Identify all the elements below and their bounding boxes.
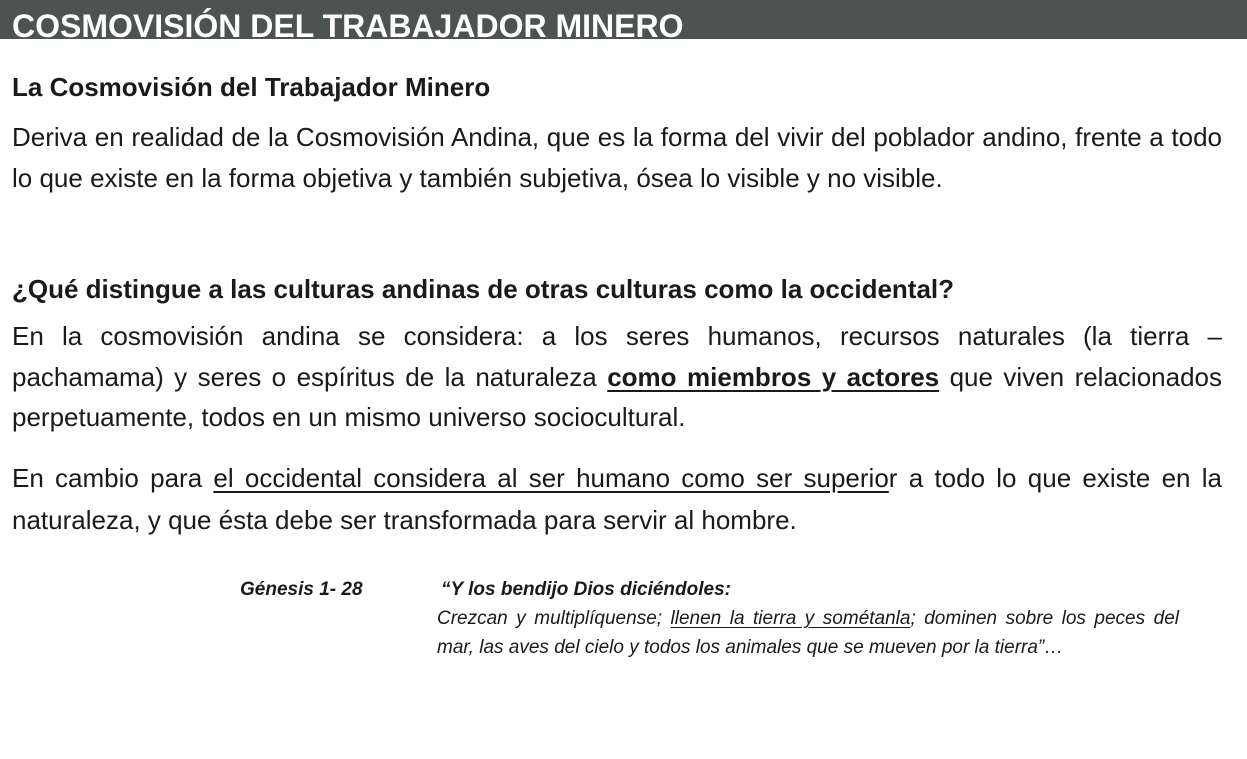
quote-text-end: ; dominen sobre los peces del mar, las aves del cielo y todos los animales que se mueven por la tierra”… <box>437 608 1179 658</box>
quote-reference: Génesis 1- 28 <box>240 579 363 600</box>
western-text-end: r a todo lo que existe en la naturaleza, y que ésta debe ser transformada para servir al hombre. <box>12 463 1222 535</box>
andean-text-end: que viven relacionados perpetuamente, todos en un mismo universo sociocultural. <box>12 361 1222 432</box>
underlined-western-view: el occidental considera al ser humano como ser superio <box>213 463 889 493</box>
andean-paragraph <box>12 316 1222 438</box>
quote-opening: “Y los bendijo Dios diciéndoles: <box>441 579 731 600</box>
quote-body <box>437 604 1179 662</box>
underlined-quote-phrase: llenen la tierra y sométanla <box>670 608 911 629</box>
title-bar <box>0 0 1247 39</box>
intro-paragraph: Deriva en realidad de la Cosmovisión Andina, que es la forma del vivir del poblador andino, frente a todo lo que existe en la forma objetiva y también subjetiva, ósea lo visible y no visible. <box>12 122 1222 193</box>
question-heading: ¿Qué distingue a las culturas andinas de otras culturas como la occidental? <box>12 274 955 304</box>
quote-text-start: Crezcan y multiplíquense; <box>437 608 671 629</box>
western-paragraph <box>12 457 1222 541</box>
page-title: COSMOVISIÓN DEL TRABAJADOR MINERO <box>12 8 684 39</box>
western-text-start: En cambio para <box>12 463 214 493</box>
emphasis-members-actors: como miembros y actores <box>607 361 940 392</box>
andean-text-start: En la cosmovisión andina se considera: a los seres humanos, recursos naturales (la tierra – pachamama) y seres o espíritus de la naturaleza <box>12 321 1222 392</box>
section-heading: La Cosmovisión del Trabajador Minero <box>12 72 491 102</box>
